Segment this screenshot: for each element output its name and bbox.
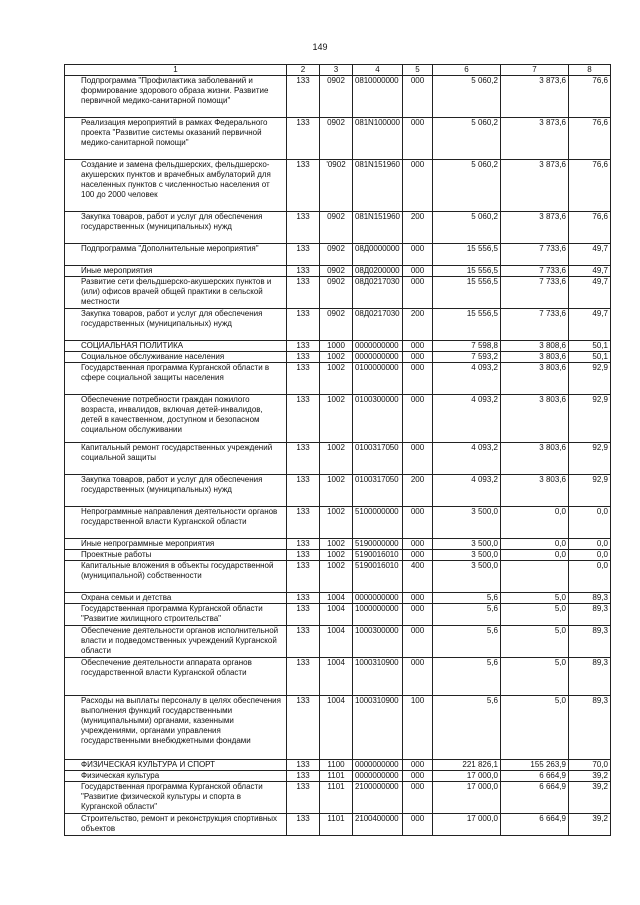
expense-type-cell: 000 (403, 593, 433, 604)
admin-code-cell: 133 (287, 266, 320, 277)
expense-type-cell: 000 (403, 395, 433, 443)
header-cell: 2 (287, 65, 320, 76)
percent-cell: 0,0 (569, 550, 611, 561)
plan-amount-cell: 5 060,2 (433, 76, 501, 118)
percent-cell: 49,7 (569, 266, 611, 277)
row-name-text: Обеспечение потребности граждан пожилого возраста, инвалидов, включая детей-инвалидов, детей в качественном, доступном и безопасном социальном обслуживании (81, 395, 263, 434)
percent-cell: 76,6 (569, 212, 611, 244)
admin-code-cell: 133 (287, 212, 320, 244)
row-name-text: Строительство, ремонт и реконструкция спортивных объектов (81, 814, 278, 833)
row-name-cell (65, 658, 287, 696)
table-row (65, 341, 611, 352)
target-code-cell: 08Д0000000 (353, 244, 403, 266)
target-code-cell: 0000000000 (353, 341, 403, 352)
percent-cell: 39,2 (569, 771, 611, 782)
target-code-cell: 1000000000 (353, 604, 403, 626)
row-name-cell (65, 443, 287, 475)
admin-code-cell: 133 (287, 160, 320, 212)
percent-cell: 89,3 (569, 696, 611, 760)
section-code-cell: 1002 (320, 507, 353, 539)
target-code-cell: 081N151960 (353, 212, 403, 244)
admin-code-cell: 133 (287, 507, 320, 539)
fact-amount-cell: 5,0 (501, 658, 569, 696)
section-code-cell: 1004 (320, 593, 353, 604)
expense-type-cell: 000 (403, 760, 433, 771)
row-name-cell (65, 266, 287, 277)
expense-type-cell: 100 (403, 696, 433, 760)
row-name-cell (65, 352, 287, 363)
expense-type-cell: 000 (403, 782, 433, 814)
expense-type-cell: 000 (403, 626, 433, 658)
fact-amount-cell: 7 733,6 (501, 244, 569, 266)
section-code-cell: 1002 (320, 443, 353, 475)
plan-amount-cell: 3 500,0 (433, 550, 501, 561)
section-code-cell: '0902 (320, 160, 353, 212)
expense-type-cell: 000 (403, 539, 433, 550)
row-name-text: Реализация мероприятий в рамках Федерального проекта "Развитие системы оказаний первичной медико-санитарной помощи" (81, 118, 268, 147)
row-name-text: Создание и замена фельдшерских, фельдшерско-акушерских пунктов и врачебных амбулаторий для населенных пунктов с численностью населения от 100 до 2000 человек (81, 160, 271, 199)
target-code-cell: 0100300000 (353, 395, 403, 443)
row-name-cell (65, 160, 287, 212)
header-cell: 6 (433, 65, 501, 76)
section-code-cell: 1002 (320, 475, 353, 507)
fact-amount-cell: 3 803,6 (501, 363, 569, 395)
admin-code-cell: 133 (287, 658, 320, 696)
plan-amount-cell: 5,6 (433, 626, 501, 658)
fact-amount-cell: 3 808,6 (501, 341, 569, 352)
fact-amount-cell: 155 263,9 (501, 760, 569, 771)
percent-cell: 76,6 (569, 76, 611, 118)
fact-amount-cell: 5,0 (501, 593, 569, 604)
fact-amount-cell: 3 803,6 (501, 475, 569, 507)
section-code-cell: 1100 (320, 760, 353, 771)
section-code-cell: 1002 (320, 550, 353, 561)
table-header-row (65, 65, 611, 76)
target-code-cell: 2100400000 (353, 814, 403, 836)
section-code-cell: 1004 (320, 658, 353, 696)
expense-type-cell: 000 (403, 658, 433, 696)
table-row (65, 76, 611, 118)
section-code-cell: 0902 (320, 76, 353, 118)
fact-amount-cell: 7 733,6 (501, 277, 569, 309)
row-name-text: Закупка товаров, работ и услуг для обеспечения государственных (муниципальных) нужд (81, 309, 263, 328)
fact-amount-cell: 7 733,6 (501, 266, 569, 277)
row-name-cell (65, 696, 287, 760)
target-code-cell: 0000000000 (353, 760, 403, 771)
section-code-cell: 1004 (320, 604, 353, 626)
section-code-cell: 0902 (320, 309, 353, 341)
expense-type-cell: 200 (403, 309, 433, 341)
section-code-cell: 1004 (320, 696, 353, 760)
admin-code-cell: 133 (287, 395, 320, 443)
percent-cell: 0,0 (569, 539, 611, 550)
target-code-cell: 0100317050 (353, 443, 403, 475)
table-row (65, 475, 611, 507)
row-name-cell (65, 475, 287, 507)
percent-cell: 89,3 (569, 658, 611, 696)
expense-type-cell: 000 (403, 76, 433, 118)
percent-cell: 0,0 (569, 507, 611, 539)
target-code-cell: 0000000000 (353, 593, 403, 604)
plan-amount-cell: 4 093,2 (433, 363, 501, 395)
fact-amount-cell: 5,0 (501, 696, 569, 760)
percent-cell: 89,3 (569, 626, 611, 658)
fact-amount-cell: 3 873,6 (501, 212, 569, 244)
plan-amount-cell: 5 060,2 (433, 160, 501, 212)
expense-type-cell: 200 (403, 212, 433, 244)
admin-code-cell: 133 (287, 561, 320, 593)
target-code-cell: 081N151960 (353, 160, 403, 212)
row-name-cell (65, 539, 287, 550)
target-code-cell: 081N100000 (353, 118, 403, 160)
expense-type-cell: 000 (403, 352, 433, 363)
target-code-cell: 2100000000 (353, 782, 403, 814)
plan-amount-cell: 15 556,5 (433, 244, 501, 266)
fact-amount-cell (501, 561, 569, 593)
section-code-cell: 0902 (320, 118, 353, 160)
row-name-text: Развитие сети фельдшерско-акушерских пунктов и (или) офисов врачей общей практики в сельской местности (81, 277, 272, 306)
table-row (65, 443, 611, 475)
fact-amount-cell: 3 873,6 (501, 76, 569, 118)
header-cell: 1 (65, 65, 287, 76)
percent-cell: 39,2 (569, 782, 611, 814)
row-name-cell (65, 341, 287, 352)
admin-code-cell: 133 (287, 352, 320, 363)
table-row (65, 696, 611, 760)
row-name-text: Подпрограмма "Профилактика заболеваний и формирование здорового образа жизни. Развитие первичной медико-санитарной помощи" (81, 76, 269, 105)
expense-type-cell: 000 (403, 160, 433, 212)
fact-amount-cell: 3 873,6 (501, 160, 569, 212)
admin-code-cell: 133 (287, 604, 320, 626)
row-name-cell (65, 212, 287, 244)
section-code-cell: 1002 (320, 363, 353, 395)
admin-code-cell: 133 (287, 626, 320, 658)
plan-amount-cell: 5,6 (433, 658, 501, 696)
expense-type-cell: 000 (403, 443, 433, 475)
row-name-text: Закупка товаров, работ и услуг для обеспечения государственных (муниципальных) нужд (81, 212, 263, 231)
fact-amount-cell: 0,0 (501, 550, 569, 561)
target-code-cell: 08Д0200000 (353, 266, 403, 277)
row-name-text: Иные мероприятия (81, 266, 153, 275)
admin-code-cell: 133 (287, 539, 320, 550)
fact-amount-cell: 3 803,6 (501, 395, 569, 443)
admin-code-cell: 133 (287, 696, 320, 760)
row-name-cell (65, 309, 287, 341)
table-row (65, 266, 611, 277)
row-name-text: Иные непрограммные мероприятия (81, 539, 215, 548)
expense-type-cell: 000 (403, 604, 433, 626)
admin-code-cell: 133 (287, 782, 320, 814)
section-code-cell: 1101 (320, 782, 353, 814)
table-row (65, 550, 611, 561)
row-name-cell (65, 626, 287, 658)
fact-amount-cell: 3 803,6 (501, 443, 569, 475)
row-name-text: Обеспечение деятельности аппарата органов государственной власти Курганской области (81, 658, 252, 677)
plan-amount-cell: 5,6 (433, 593, 501, 604)
table-row (65, 507, 611, 539)
target-code-cell: 1000310900 (353, 658, 403, 696)
percent-cell: 92,9 (569, 443, 611, 475)
plan-amount-cell: 3 500,0 (433, 561, 501, 593)
percent-cell: 0,0 (569, 561, 611, 593)
expense-type-cell: 000 (403, 266, 433, 277)
plan-amount-cell: 15 556,5 (433, 266, 501, 277)
table-row (65, 782, 611, 814)
plan-amount-cell: 17 000,0 (433, 771, 501, 782)
row-name-cell (65, 395, 287, 443)
fact-amount-cell: 5,0 (501, 604, 569, 626)
expense-type-cell: 000 (403, 550, 433, 561)
target-code-cell: 0100317050 (353, 475, 403, 507)
section-code-cell: 0902 (320, 244, 353, 266)
row-name-cell (65, 561, 287, 593)
plan-amount-cell: 4 093,2 (433, 395, 501, 443)
fact-amount-cell: 5,0 (501, 626, 569, 658)
header-cell: 8 (569, 65, 611, 76)
table-row (65, 244, 611, 266)
table-row (65, 212, 611, 244)
table-row (65, 363, 611, 395)
admin-code-cell: 133 (287, 443, 320, 475)
row-name-text: Капитальные вложения в объекты государственной (муниципальной) собственности (81, 561, 274, 580)
table-row (65, 658, 611, 696)
section-code-cell: 1002 (320, 539, 353, 550)
row-name-cell (65, 814, 287, 836)
percent-cell: 92,9 (569, 395, 611, 443)
section-code-cell: 1004 (320, 626, 353, 658)
section-code-cell: 1000 (320, 341, 353, 352)
plan-amount-cell: 5,6 (433, 696, 501, 760)
plan-amount-cell: 7 593,2 (433, 352, 501, 363)
expense-type-cell: 400 (403, 561, 433, 593)
target-code-cell: 1000300000 (353, 626, 403, 658)
admin-code-cell: 133 (287, 277, 320, 309)
plan-amount-cell: 15 556,5 (433, 277, 501, 309)
expense-type-cell: 000 (403, 118, 433, 160)
target-code-cell: 08Д0217030 (353, 277, 403, 309)
plan-amount-cell: 4 093,2 (433, 443, 501, 475)
plan-amount-cell: 5 060,2 (433, 212, 501, 244)
expense-type-cell: 000 (403, 507, 433, 539)
plan-amount-cell: 5 060,2 (433, 118, 501, 160)
plan-amount-cell: 221 826,1 (433, 760, 501, 771)
plan-amount-cell: 7 598,8 (433, 341, 501, 352)
table-row (65, 277, 611, 309)
row-name-text: Государственная программа Курганской области "Развитие физической культуры и спорта в Курганской области" (81, 782, 263, 811)
section-code-cell: 0902 (320, 266, 353, 277)
row-name-text: Государственная программа Курганской области "Развитие жилищного строительства" (81, 604, 263, 623)
header-cell: 5 (403, 65, 433, 76)
row-name-text: Непрограммные направления деятельности органов государственной власти Курганской области (81, 507, 278, 526)
plan-amount-cell: 17 000,0 (433, 814, 501, 836)
target-code-cell: 0000000000 (353, 352, 403, 363)
percent-cell: 39,2 (569, 814, 611, 836)
row-name-cell (65, 604, 287, 626)
admin-code-cell: 133 (287, 76, 320, 118)
admin-code-cell: 133 (287, 771, 320, 782)
row-name-text: Государственная программа Курганской области в сфере социальной защиты населения (81, 363, 270, 382)
row-name-cell (65, 782, 287, 814)
percent-cell: 92,9 (569, 363, 611, 395)
admin-code-cell: 133 (287, 475, 320, 507)
section-code-cell: 0902 (320, 212, 353, 244)
expense-type-cell: 000 (403, 363, 433, 395)
plan-amount-cell: 3 500,0 (433, 539, 501, 550)
table-row (65, 539, 611, 550)
row-name-text: Капитальный ремонт государственных учреждений социальной защиты (81, 443, 273, 462)
row-name-cell (65, 593, 287, 604)
table-row (65, 593, 611, 604)
expense-type-cell: 000 (403, 244, 433, 266)
row-name-cell (65, 760, 287, 771)
page-number: 149 (312, 42, 328, 52)
row-name-cell (65, 363, 287, 395)
row-name-text: Проектные работы (81, 550, 152, 559)
percent-cell: 92,9 (569, 475, 611, 507)
section-code-cell: 1002 (320, 395, 353, 443)
admin-code-cell: 133 (287, 244, 320, 266)
row-name-text: Охрана семьи и детства (81, 593, 172, 602)
row-name-cell (65, 550, 287, 561)
fact-amount-cell: 3 873,6 (501, 118, 569, 160)
plan-amount-cell: 15 556,5 (433, 309, 501, 341)
section-code-cell: 1101 (320, 771, 353, 782)
table-row (65, 160, 611, 212)
admin-code-cell: 133 (287, 760, 320, 771)
fact-amount-cell: 6 664,9 (501, 771, 569, 782)
expense-type-cell: 200 (403, 475, 433, 507)
fact-amount-cell: 0,0 (501, 507, 569, 539)
row-name-text: Расходы на выплаты персоналу в целях обеспечения выполнения функций государственными (муниципальными) органами, казенными учреждениями, органами управления государственными внебюджетными фондами (81, 696, 281, 745)
row-name-cell (65, 771, 287, 782)
percent-cell: 49,7 (569, 244, 611, 266)
row-name-text: ФИЗИЧЕСКАЯ КУЛЬТУРА И СПОРТ (81, 760, 216, 769)
expense-type-cell: 000 (403, 277, 433, 309)
table-row (65, 561, 611, 593)
row-name-text: Физическая культура (81, 771, 160, 780)
admin-code-cell: 133 (287, 118, 320, 160)
target-code-cell: 0810000000 (353, 76, 403, 118)
plan-amount-cell: 4 093,2 (433, 475, 501, 507)
row-name-cell (65, 76, 287, 118)
expense-type-cell: 000 (403, 341, 433, 352)
header-cell: 3 (320, 65, 353, 76)
section-code-cell: 1101 (320, 814, 353, 836)
percent-cell: 76,6 (569, 160, 611, 212)
row-name-text: Закупка товаров, работ и услуг для обеспечения государственных (муниципальных) нужд (81, 475, 263, 494)
target-code-cell: 08Д0217030 (353, 309, 403, 341)
row-name-text: СОЦИАЛЬНАЯ ПОЛИТИКА (81, 341, 184, 350)
fact-amount-cell: 6 664,9 (501, 814, 569, 836)
table-row (65, 395, 611, 443)
fact-amount-cell: 3 803,6 (501, 352, 569, 363)
plan-amount-cell: 5,6 (433, 604, 501, 626)
table-row (65, 309, 611, 341)
table-row (65, 352, 611, 363)
row-name-cell (65, 118, 287, 160)
target-code-cell: 1000310900 (353, 696, 403, 760)
percent-cell: 76,6 (569, 118, 611, 160)
admin-code-cell: 133 (287, 363, 320, 395)
expense-type-cell: 000 (403, 771, 433, 782)
section-code-cell: 1002 (320, 561, 353, 593)
admin-code-cell: 133 (287, 341, 320, 352)
target-code-cell: 0000000000 (353, 771, 403, 782)
row-name-cell (65, 277, 287, 309)
row-name-text: Подпрограмма "Дополнительные мероприятия" (81, 244, 259, 253)
fact-amount-cell: 7 733,6 (501, 309, 569, 341)
percent-cell: 50,1 (569, 341, 611, 352)
table-row (65, 626, 611, 658)
admin-code-cell: 133 (287, 814, 320, 836)
row-name-text: Обеспечение деятельности органов исполнительной власти и подведомственных учреждений Курганской области (81, 626, 279, 655)
header-cell: 7 (501, 65, 569, 76)
budget-table (64, 64, 611, 836)
admin-code-cell: 133 (287, 309, 320, 341)
percent-cell: 49,7 (569, 309, 611, 341)
target-code-cell: 5190016010 (353, 561, 403, 593)
header-cell: 4 (353, 65, 403, 76)
expense-type-cell: 000 (403, 814, 433, 836)
table-row (65, 760, 611, 771)
row-name-cell (65, 507, 287, 539)
percent-cell: 89,3 (569, 593, 611, 604)
target-code-cell: 5190000000 (353, 539, 403, 550)
target-code-cell: 5100000000 (353, 507, 403, 539)
percent-cell: 89,3 (569, 604, 611, 626)
table-row (65, 771, 611, 782)
admin-code-cell: 133 (287, 550, 320, 561)
row-name-cell (65, 244, 287, 266)
percent-cell: 70,0 (569, 760, 611, 771)
table-row (65, 604, 611, 626)
percent-cell: 49,7 (569, 277, 611, 309)
percent-cell: 50,1 (569, 352, 611, 363)
table-row (65, 118, 611, 160)
section-code-cell: 0902 (320, 277, 353, 309)
admin-code-cell: 133 (287, 593, 320, 604)
plan-amount-cell: 3 500,0 (433, 507, 501, 539)
target-code-cell: 0100000000 (353, 363, 403, 395)
row-name-text: Социальное обслуживание населения (81, 352, 225, 361)
section-code-cell: 1002 (320, 352, 353, 363)
plan-amount-cell: 17 000,0 (433, 782, 501, 814)
fact-amount-cell: 6 664,9 (501, 782, 569, 814)
target-code-cell: 5190016010 (353, 550, 403, 561)
fact-amount-cell: 0,0 (501, 539, 569, 550)
table-row (65, 814, 611, 836)
